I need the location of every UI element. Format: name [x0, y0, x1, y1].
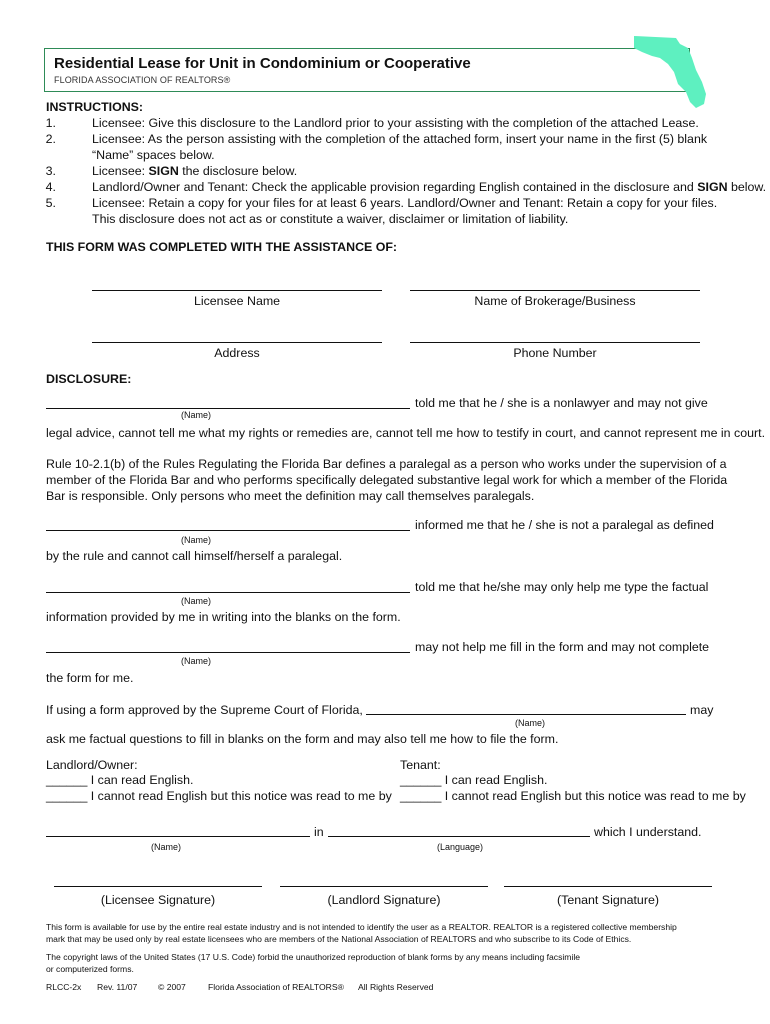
disclosure-text: the form for me.: [46, 671, 134, 685]
disclosure-text: may not help me fill in the form and may not complete: [415, 640, 710, 654]
disclosure-text: told me that he/she may only help me type the factual: [415, 580, 709, 594]
assistance-heading: THIS FORM WAS COMPLETED WITH THE ASSISTANCE OF:: [46, 240, 398, 254]
instruction-text: Licensee: Retain a copy for your files for at least 6 years. Landlord/Owner and Tenant: Retain a copy for your files.: [92, 196, 718, 210]
instruction-number: 3.: [45, 164, 56, 178]
brokerage-name-field[interactable]: [410, 290, 700, 291]
disclosure-text: If using a form approved by the Supreme Court of Florida,: [46, 703, 363, 717]
instruction-number: 4.: [45, 180, 56, 194]
tenant-label: Tenant:: [400, 758, 441, 772]
in-text: in: [314, 825, 324, 839]
footer-text: mark that may be used only by real estate licensees who are members of the National Association of REALTORS and who subscribe to its Code of Ethics.: [46, 934, 632, 944]
licensee-signature-label: (Licensee Signature): [100, 893, 216, 907]
phone-field[interactable]: [410, 342, 700, 343]
understand-text: which I understand.: [594, 825, 702, 839]
name-label: (Name): [180, 410, 211, 420]
name-label: (Name): [150, 842, 181, 852]
footer-association: Florida Association of REALTORS®: [208, 982, 344, 992]
name-label: (Name): [180, 656, 211, 666]
form-id: RLCC-2x: [46, 982, 82, 992]
form-title: Residential Lease for Unit in Condominium or Cooperative: [54, 55, 471, 72]
disclosure-text: may: [690, 703, 714, 717]
disclosure-text: by the rule and cannot call himself/herself a paralegal.: [46, 549, 343, 563]
rule-text: Bar is responsible. Only persons who meet the definition may call themselves paralegals.: [46, 489, 535, 503]
instructions-heading: INSTRUCTIONS:: [46, 100, 144, 114]
language-field[interactable]: [328, 836, 590, 837]
landlord-signature-field[interactable]: [280, 886, 488, 887]
landlord-label: Landlord/Owner:: [46, 758, 138, 772]
form-revision: Rev. 11/07: [97, 982, 138, 992]
landlord-cannot-read-checkbox[interactable]: ______ I cannot read English but this notice was read to me by: [46, 789, 392, 803]
rule-text: Rule 10-2.1(b) of the Rules Regulating the Florida Bar defines a paralegal as a person who works under the supervision of a: [46, 457, 727, 471]
address-field[interactable]: [92, 342, 382, 343]
instruction-text: Licensee: Give this disclosure to the Landlord prior to your assisting with the completion of the attached Lease.: [92, 116, 699, 130]
tenant-signature-field[interactable]: [504, 886, 712, 887]
footer-text: The copyright laws of the United States (17 U.S. Code) forbid the unauthorized reproduction of blank forms by any means including facsimile: [46, 952, 581, 962]
disclosure-text: legal advice, cannot tell me what my rights or remedies are, cannot tell me how to testify in court, and cannot represent me in court.: [46, 426, 766, 440]
name-field-4[interactable]: [46, 652, 410, 653]
instruction-number: 1.: [45, 116, 56, 130]
footer-text: or computerized forms.: [46, 964, 134, 974]
tenant-signature-label: (Tenant Signature): [557, 893, 659, 907]
florida-map-icon: [630, 34, 712, 110]
name-field-1[interactable]: [46, 408, 410, 409]
tenant-cannot-read-checkbox[interactable]: ______ I cannot read English but this notice was read to me by: [400, 789, 746, 803]
disclosure-text: ask me factual questions to fill in blanks on the form and may also tell me how to file the form.: [46, 732, 559, 746]
instruction-text: Licensee: SIGN the disclosure below.: [92, 164, 298, 178]
tenant-can-read-checkbox[interactable]: ______ I can read English.: [400, 773, 548, 787]
address-label: Address: [214, 346, 260, 360]
footer-text: This form is available for use by the entire real estate industry and is not intended to identify the user as a REALTOR. REALTOR is a registered collective membership: [46, 922, 677, 932]
language-label: (Language): [436, 842, 484, 852]
rights-reserved: All Rights Reserved: [358, 982, 434, 992]
landlord-signature-label: (Landlord Signature): [327, 893, 441, 907]
instruction-number: 5.: [45, 196, 56, 210]
instruction-text: Landlord/Owner and Tenant: Check the applicable provision regarding English contained in the disclosure and SIGN below.: [92, 180, 767, 194]
name-label: (Name): [180, 535, 211, 545]
name-field-2[interactable]: [46, 530, 410, 531]
disclosure-text: informed me that he / she is not a paralegal as defined: [415, 518, 714, 532]
licensee-name-field[interactable]: [92, 290, 382, 291]
landlord-can-read-checkbox[interactable]: ______ I can read English.: [46, 773, 194, 787]
name-label: (Name): [514, 718, 545, 728]
licensee-name-label: Licensee Name: [193, 294, 281, 308]
instruction-text: Licensee: As the person assisting with the completion of the attached form, insert your name in the first (5) blank: [92, 132, 708, 146]
instruction-text-cont: “Name” spaces below.: [92, 148, 215, 162]
phone-label: Phone Number: [513, 346, 597, 360]
reader-name-field[interactable]: [46, 836, 310, 837]
instruction-number: 2.: [45, 132, 56, 146]
brokerage-label: Name of Brokerage/Business: [474, 294, 636, 308]
association-name: FLORIDA ASSOCIATION OF REALTORS®: [54, 75, 231, 85]
instruction-text-cont: This disclosure does not act as or constitute a waiver, disclaimer or limitation of liability.: [92, 212, 569, 226]
licensee-signature-field[interactable]: [54, 886, 262, 887]
disclosure-text: information provided by me in writing into the blanks on the form.: [46, 610, 401, 624]
disclosure-text: told me that he / she is a nonlawyer and may not give: [415, 396, 708, 410]
name-field-5[interactable]: [366, 714, 686, 715]
rule-text: member of the Florida Bar and who performs specifically delegated substantive legal work for which a member of the Florida: [46, 473, 728, 487]
name-label: (Name): [180, 596, 211, 606]
copyright-year: © 2007: [158, 982, 186, 992]
name-field-3[interactable]: [46, 592, 410, 593]
disclosure-heading: DISCLOSURE:: [46, 372, 132, 386]
